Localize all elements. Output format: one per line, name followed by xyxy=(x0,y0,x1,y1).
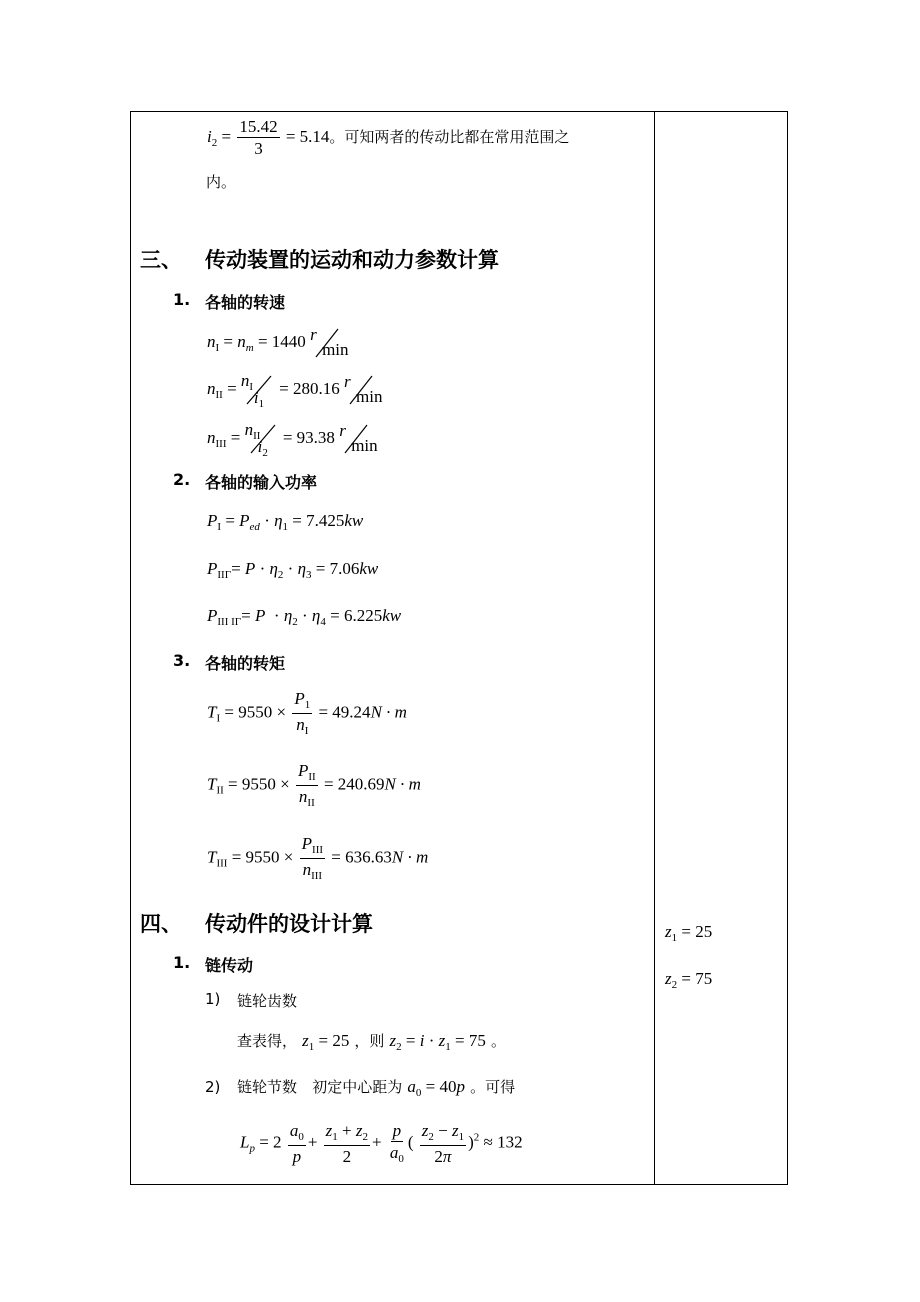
unit-r-per-min: r min xyxy=(310,325,349,359)
eq-t1: $T_I = 9550$ × $\frac{P_1}{n_I}$ = 49.24N · m xyxy=(207,689,407,737)
item2-number: 2) xyxy=(205,1078,221,1096)
s4-sub1-title: 链传动 xyxy=(205,956,254,975)
eq-i2: $i_2$ = $\frac{15.42}{3}$ = 5.14。可知两者的传动比都在常用范围之 xyxy=(207,117,570,158)
cont-text-2: 内。 xyxy=(206,173,237,191)
sub2-title: 各轴的输入功率 xyxy=(205,473,318,492)
eq-n2: $n_{II}$ = $n_I$ $i_1$ = 280.16 r min xyxy=(207,371,383,410)
section4-number: 四、 xyxy=(140,912,182,936)
eq-t3: $T_{III} = 9550$ × $\frac{P_{III}}{n_{III}}$ = 636.63N · m xyxy=(207,834,429,882)
item1-line: 查表得， $z_1 = 25$ ，则 $z_2 = i \cdot z_1 = 75$ 。 xyxy=(237,1031,506,1053)
s4-sub1-number: 1. xyxy=(173,953,191,972)
unit-r-per-min: r min xyxy=(344,372,383,406)
item1-number: 1) xyxy=(205,990,221,1008)
sub3-number: 3. xyxy=(173,651,191,670)
section3-title: 传动装置的运动和动力参数计算 xyxy=(205,248,499,272)
eq-n3: $n_{III}$ = $n_{II}$ $i_2$ = 93.38 r min xyxy=(207,420,378,459)
cont-text-1: 。可知两者的传动比都在常用范围之 xyxy=(329,127,570,146)
sidebar-z1: $z_1 = 25$ xyxy=(665,922,713,944)
eq-t2: $T_{II} = 9550$ × $\frac{P_{II}}{n_{II}}$ = 240.69N · m xyxy=(207,761,421,809)
column-divider xyxy=(654,111,655,1185)
section3-number: 三、 xyxy=(140,248,182,272)
unit-r-per-min: r min xyxy=(339,421,378,455)
sub1-number: 1. xyxy=(173,290,191,309)
item2-line: 链轮节数 初定中心距为 $a_0 = 40p$ 。可得 xyxy=(237,1077,516,1099)
item1-title: 链轮齿数 xyxy=(237,992,298,1010)
section4-title: 传动件的设计计算 xyxy=(205,912,373,936)
eq-n1: $n_I = n_m = 1440$ r min xyxy=(207,325,349,359)
eq-p1: $P_I = P_{ed} \cdot \eta_1 = 7.425kw$ xyxy=(207,511,364,533)
sub3-title: 各轴的转矩 xyxy=(205,654,286,673)
eq-p3: $P_{III I\Gamma}= P \cdot \eta_2 \cdot \eta_4 = 6.225kw$ xyxy=(207,606,402,628)
eq-p2: $P_{II\Gamma}= P \cdot \eta_2 \cdot \eta_3 = 7.06kw$ xyxy=(207,559,379,581)
sidebar-z2: $z_2 = 75$ xyxy=(665,969,713,991)
eq-lp: $L_p = 2$ $\frac{a_0}{p}$ + $\frac{z_1 + z_2}{2}$ + $\frac{p}{a_0}$ ( $\frac{z_2 - z_1}{2\pi}$ )$^2$ ≈ 132 xyxy=(240,1121,523,1166)
sub2-number: 2. xyxy=(173,470,191,489)
sub1-title: 各轴的转速 xyxy=(205,293,286,312)
